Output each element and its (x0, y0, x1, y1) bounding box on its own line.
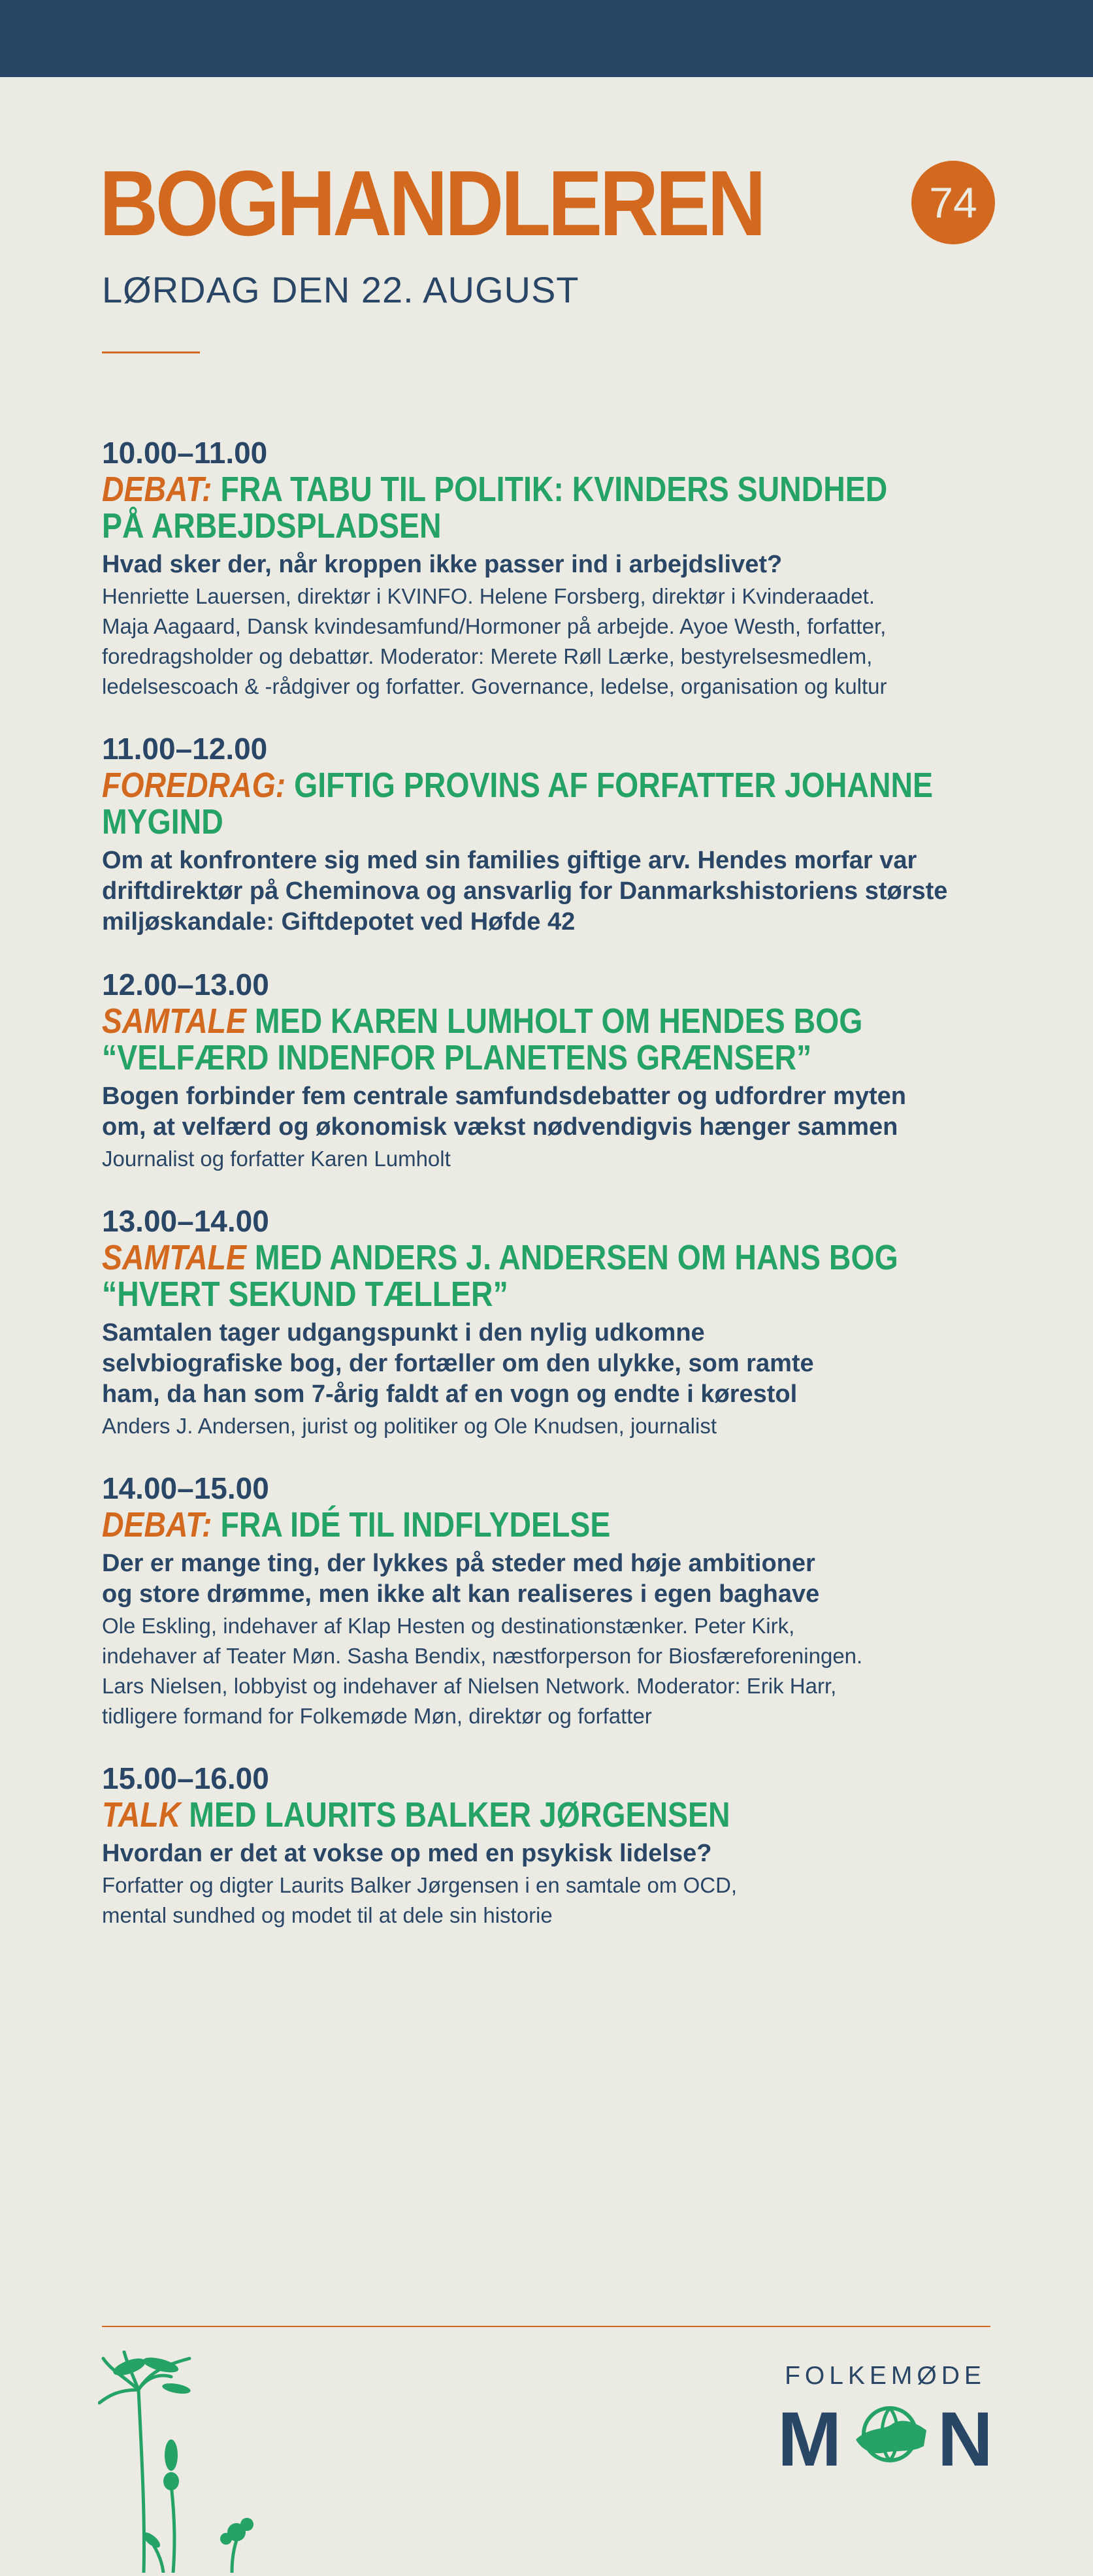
event-description-line: Maja Aagaard, Dansk kvindesamfund/Hormoner på arbejde. Ayoe Westh, forfatter, (102, 614, 887, 638)
program-event (102, 966, 1017, 1174)
event-lead-line: Samtalen tager udgangspunkt i den nylig udkomne (102, 1319, 705, 1346)
event-description-line: Henriette Lauersen, direktør i KVINFO. Helene Forsberg, direktør i Kvinderaadet. (102, 584, 875, 608)
top-bar (0, 0, 1093, 77)
program-event (102, 1760, 1017, 1931)
event-title-text: GIFTIG PROVINS AF FORFATTER JOHANNE MYGIND (102, 766, 933, 841)
footer-divider (102, 2326, 990, 2327)
event-description-line: mental sundhed og modet til at dele sin historie (102, 1903, 553, 1927)
page-number-badge: 74 (911, 161, 995, 244)
event-lead-line: driftdirektør på Cheminova og ansvarlig for Danmarkshistoriens største (102, 877, 948, 905)
program-event (102, 1470, 1017, 1731)
event-title (102, 1239, 1012, 1312)
event-title-text: PÅ ARBEJDSPLADSEN (102, 506, 442, 546)
title-divider (102, 351, 200, 353)
event-lead (102, 845, 1017, 937)
event-date: LØRDAG DEN 22. AUGUST (102, 269, 579, 310)
event-lead-line: om, at velfærd og økonomisk vækst nødvendigvis hænger sammen (102, 1113, 898, 1141)
event-description (102, 1411, 1017, 1441)
event-description-line: Journalist og forfatter Karen Lumholt (102, 1147, 451, 1171)
program-event (102, 434, 1017, 702)
event-title-text: FRA TABU TIL POLITIK: KVINDERS SUNDHED (220, 470, 888, 509)
event-kind: SAMTALE (102, 1238, 247, 1277)
event-description (102, 1870, 1017, 1931)
event-kind: DEBAT: (102, 1505, 212, 1544)
folkemode-mon-logo (777, 2360, 993, 2483)
event-lead (102, 1838, 1017, 1869)
event-kind: TALK (102, 1795, 181, 1834)
event-lead (102, 1548, 1017, 1610)
event-title-line (102, 1003, 1012, 1039)
event-lead-line: Om at konfrontere sig med sin families giftige arv. Hendes morfar var (102, 847, 917, 874)
event-description-line: ledelsescoach & -rådgiver og forfatter. Governance, ledelse, organisation og kultur (102, 674, 887, 698)
event-time: 13.00–14.00 (102, 1204, 269, 1238)
event-description-line: tidligere formand for Folkemøde Møn, direktør og forfatter (102, 1704, 652, 1728)
event-title (102, 1797, 1012, 1833)
event-title-text: “VELFÆRD INDENFOR PLANETENS GRÆNSER” (102, 1038, 812, 1077)
event-description-line: Lars Nielsen, lobbyist og indehaver af Nielsen Network. Moderator: Erik Harr, (102, 1674, 837, 1698)
event-title-line (102, 1507, 1012, 1543)
event-lead-line: Der er mange ting, der lykkes på steder med høje ambitioner (102, 1550, 815, 1577)
event-lead (102, 1318, 1017, 1410)
event-description (102, 1144, 1017, 1174)
logo-letter-n: N (937, 2396, 993, 2483)
event-lead-line: miljøskandale: Giftdepotet ved Høfde 42 (102, 908, 576, 936)
event-time: 14.00–15.00 (102, 1471, 269, 1505)
event-title-line (102, 471, 1012, 508)
event-title (102, 471, 1012, 544)
program-event (102, 1203, 1017, 1441)
event-kind: SAMTALE (102, 1002, 247, 1041)
event-title-text: “HVERT SEKUND TÆLLER” (102, 1275, 508, 1314)
event-title-text: FRA IDÉ TIL INDFLYDELSE (220, 1505, 611, 1544)
globe-icon (851, 2400, 929, 2479)
event-time: 10.00–11.00 (102, 436, 268, 470)
event-lead-line: og store drømme, men ikke alt kan realiseres i egen baghave (102, 1580, 820, 1608)
venue-title: BOGHANDLEREN (99, 152, 764, 255)
event-time: 12.00–13.00 (102, 968, 269, 1002)
event-title (102, 767, 1012, 840)
event-description-line: indehaver af Teater Møn. Sasha Bendix, næstforperson for Biosfæreforeningen. (102, 1644, 863, 1668)
event-lead-line: selvbiografiske bog, der fortæller om den ulykke, som ramte (102, 1350, 814, 1377)
event-time: 11.00–12.00 (102, 732, 268, 766)
event-title-line (102, 1276, 1012, 1312)
event-lead (102, 1081, 1017, 1143)
event-title-line (102, 508, 1012, 544)
event-title-line (102, 1239, 1012, 1276)
program-event (102, 730, 1017, 937)
event-title-text: MED KAREN LUMHOLT OM HENDES BOG (254, 1002, 863, 1041)
event-description-line: Ole Eskling, indehaver af Klap Hesten og destinationstænker. Peter Kirk, (102, 1614, 795, 1638)
event-description (102, 1611, 1017, 1731)
logo-wordmark-mon (777, 2396, 993, 2483)
event-lead-line: Hvad sker der, når kroppen ikke passer ind i arbejdslivet? (102, 551, 783, 578)
event-description-line: Forfatter og digter Laurits Balker Jørgensen i en samtale om OCD, (102, 1873, 738, 1897)
event-title-text: MED ANDERS J. ANDERSEN OM HANS BOG (254, 1238, 898, 1277)
program-list (102, 434, 1017, 1959)
event-title-line (102, 1797, 1012, 1833)
event-description (102, 581, 1017, 702)
event-title (102, 1003, 1012, 1076)
event-lead-line: Bogen forbinder fem centrale samfundsdebatter og udfordrer myten (102, 1083, 906, 1110)
event-description-line: foredragsholder og debattør. Moderator: Merete Røll Lærke, bestyrelsesmedlem, (102, 644, 873, 668)
plant-illustration (98, 2351, 294, 2576)
event-time: 15.00–16.00 (102, 1761, 269, 1795)
event-title-line (102, 1039, 1012, 1076)
event-title-text: MED LAURITS BALKER JØRGENSEN (189, 1795, 730, 1834)
event-kind: FOREDRAG: (102, 766, 286, 805)
logo-wordmark-top: FOLKEMØDE (785, 2362, 986, 2390)
event-lead-line: Hvordan er det at vokse op med en psykisk lidelse? (102, 1840, 712, 1867)
logo-letter-m: M (777, 2396, 842, 2483)
event-title (102, 1507, 1012, 1543)
event-lead-line: ham, da han som 7-årig faldt af en vogn og endte i kørestol (102, 1380, 798, 1408)
event-kind: DEBAT: (102, 470, 212, 509)
event-description-line: Anders J. Andersen, jurist og politiker og Ole Knudsen, journalist (102, 1414, 717, 1438)
event-lead (102, 549, 1017, 580)
event-title-line (102, 767, 1012, 840)
